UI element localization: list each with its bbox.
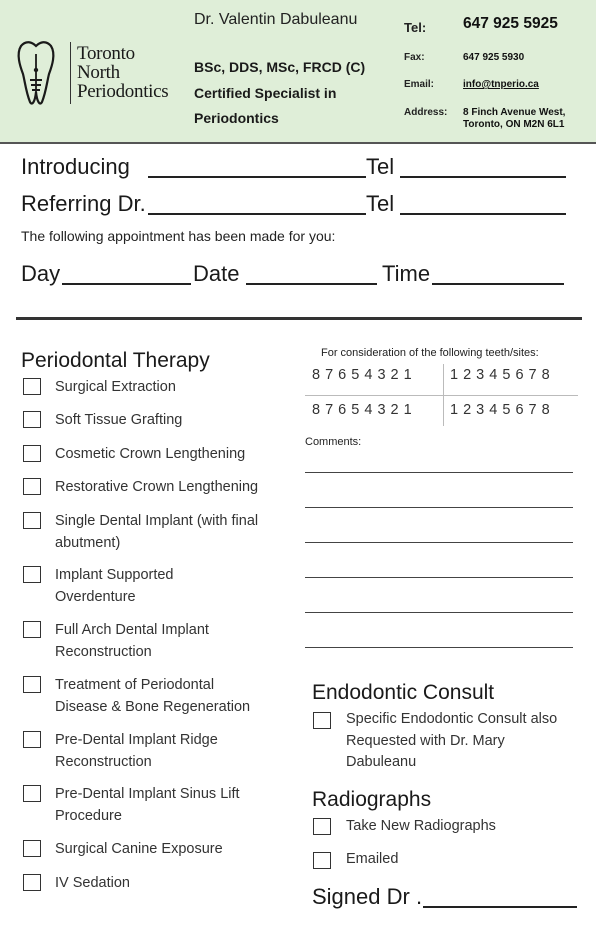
upper-right-teeth[interactable]: 8 7 6 5 4 3 2 1 — [312, 367, 413, 383]
credentials-line-3: Periodontics — [194, 110, 279, 126]
logo-line-3: Periodontics — [77, 81, 169, 102]
soft-tissue-grafting-label: Soft Tissue Grafting — [55, 412, 183, 428]
implant-supported-overdenture-line-1: Implant Supported — [55, 567, 174, 583]
address-line-2: Toronto, ON M2N 6L1 — [463, 119, 565, 130]
date-label: Date — [193, 261, 240, 286]
comments-label: Comments: — [305, 436, 362, 448]
endodontic-consult-line-3: Dabuleanu — [346, 754, 417, 770]
teeth-caption: For consideration of the following teeth/sites: — [321, 347, 539, 359]
take-new-radiographs-label: Take New Radiographs — [346, 818, 496, 834]
implant-supported-overdenture-label — [55, 565, 174, 608]
introducing-label: Introducing — [21, 154, 130, 179]
fax-value: 647 925 5930 — [463, 52, 525, 63]
referring-tel-field[interactable] — [400, 213, 566, 215]
periodontal-disease-treatment-line-2: Disease & Bone Regeneration — [55, 698, 251, 715]
time-field[interactable] — [432, 283, 564, 285]
restorative-crown-lengthening-label: Restorative Crown Lengthening — [55, 479, 259, 495]
referring-dr-label: Referring Dr. — [21, 191, 146, 216]
doctor-name: Dr. Valentin Dabuleanu — [194, 11, 358, 28]
day-label: Day — [21, 261, 61, 286]
referring-tel-label: Tel — [366, 191, 395, 216]
lower-right-teeth[interactable]: 8 7 6 5 4 3 2 1 — [312, 402, 413, 418]
signed-dr-label: Signed Dr . — [312, 884, 423, 909]
cosmetic-crown-lengthening-checkbox[interactable] — [23, 445, 41, 462]
introducing-tel-label: Tel — [366, 154, 395, 179]
ridge-reconstruction-label — [55, 730, 218, 773]
credentials-line-1: BSc, DDS, MSc, FRCD (C) — [194, 59, 366, 75]
periodontal-disease-treatment-line-1: Treatment of Periodontal — [55, 677, 215, 693]
periodontal-disease-treatment-label — [55, 675, 250, 718]
implant-supported-overdenture-checkbox[interactable] — [23, 566, 41, 583]
comment-line[interactable] — [305, 507, 573, 508]
surgical-canine-exposure-label: Surgical Canine Exposure — [55, 841, 223, 857]
doctor-credentials — [194, 55, 365, 132]
teeth-arch-divider — [305, 395, 578, 396]
periodontal-disease-treatment-checkbox[interactable] — [23, 676, 41, 693]
comment-line[interactable] — [305, 647, 573, 648]
tel-label: Tel: — [404, 20, 427, 35]
single-dental-implant-checkbox[interactable] — [23, 512, 41, 529]
comment-line[interactable] — [305, 542, 573, 543]
single-dental-implant-label — [55, 511, 258, 554]
emailed-label: Emailed — [346, 851, 399, 867]
ridge-reconstruction-checkbox[interactable] — [23, 731, 41, 748]
logo-line-1: Toronto — [77, 43, 135, 64]
address-label: Address: — [404, 107, 448, 118]
full-arch-implant-label — [55, 620, 209, 663]
full-arch-implant-line-2: Reconstruction — [55, 643, 152, 660]
periodontal-therapy-title: Periodontal Therapy — [21, 349, 210, 372]
date-field[interactable] — [246, 283, 377, 285]
sinus-lift-checkbox[interactable] — [23, 785, 41, 802]
email-label: Email: — [404, 79, 435, 90]
single-dental-implant-line-2: abutment) — [55, 534, 121, 551]
logo-wordmark — [77, 44, 168, 101]
iv-sedation-label: IV Sedation — [55, 875, 130, 891]
tel-value: 647 925 5925 — [463, 15, 558, 32]
fax-label: Fax: — [404, 52, 425, 63]
appointment-notice: The following appointment has been made for you: — [21, 228, 336, 244]
iv-sedation-checkbox[interactable] — [23, 874, 41, 891]
soft-tissue-grafting-checkbox[interactable] — [23, 411, 41, 428]
sinus-lift-line-1: Pre-Dental Implant Sinus Lift — [55, 786, 240, 802]
introducing-field[interactable] — [148, 176, 366, 178]
time-label: Time — [382, 261, 431, 286]
surgical-extraction-checkbox[interactable] — [23, 378, 41, 395]
section-divider — [16, 317, 582, 320]
comment-line[interactable] — [305, 472, 573, 473]
tooth-tower-logo-icon — [16, 40, 56, 106]
endodontic-consult-label — [346, 709, 557, 774]
endodontic-consult-line-2: Requested with Dr. Mary — [346, 732, 505, 749]
emailed-checkbox[interactable] — [313, 852, 331, 869]
single-dental-implant-line-1: Single Dental Implant (with final — [55, 513, 259, 529]
surgical-extraction-label: Surgical Extraction — [55, 379, 176, 395]
comment-line[interactable] — [305, 612, 573, 613]
address-line-1: 8 Finch Avenue West, — [463, 107, 566, 118]
logo-divider — [70, 42, 71, 104]
upper-left-teeth[interactable]: 1 2 3 4 5 6 7 8 — [450, 367, 551, 383]
letterhead — [0, 0, 596, 144]
logo-line-2: North — [77, 62, 120, 83]
ridge-reconstruction-line-1: Pre-Dental Implant Ridge — [55, 732, 218, 748]
radiographs-title: Radiographs — [312, 788, 432, 811]
implant-supported-overdenture-line-2: Overdenture — [55, 588, 136, 605]
endodontic-consult-line-1: Specific Endodontic Consult also — [346, 711, 558, 727]
sinus-lift-line-2: Procedure — [55, 807, 122, 824]
full-arch-implant-checkbox[interactable] — [23, 621, 41, 638]
cosmetic-crown-lengthening-label: Cosmetic Crown Lengthening — [55, 446, 246, 462]
surgical-canine-exposure-checkbox[interactable] — [23, 840, 41, 857]
endodontic-consult-title: Endodontic Consult — [312, 681, 495, 704]
referring-dr-field[interactable] — [148, 213, 366, 215]
sinus-lift-label — [55, 784, 240, 827]
take-new-radiographs-checkbox[interactable] — [313, 818, 331, 835]
credentials-line-2: Certified Specialist in — [194, 84, 337, 101]
lower-left-teeth[interactable]: 1 2 3 4 5 6 7 8 — [450, 402, 551, 418]
introducing-tel-field[interactable] — [400, 176, 566, 178]
teeth-midline — [443, 364, 444, 426]
email-link[interactable]: info@tnperio.ca — [463, 79, 539, 90]
restorative-crown-lengthening-checkbox[interactable] — [23, 478, 41, 495]
full-arch-implant-line-1: Full Arch Dental Implant — [55, 622, 209, 638]
day-field[interactable] — [62, 283, 191, 285]
ridge-reconstruction-line-2: Reconstruction — [55, 753, 152, 770]
endodontic-consult-checkbox[interactable] — [313, 712, 331, 729]
signature-field[interactable] — [423, 906, 577, 908]
comment-line[interactable] — [305, 577, 573, 578]
